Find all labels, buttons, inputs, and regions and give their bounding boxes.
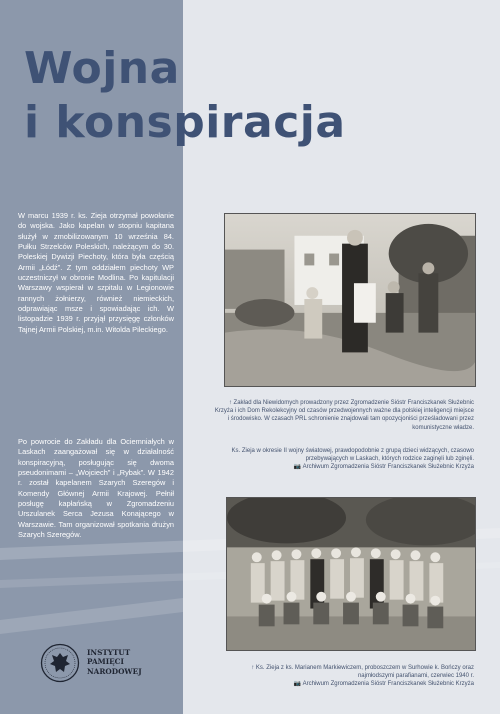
photo-1-extra-caption — [214, 447, 474, 472]
camera-icon: 📷 — [293, 681, 302, 688]
body-paragraph-1: W marcu 1939 r. ks. Zieja otrzymał powołanie do wojska. Jako kapelan w stopniu kapitana służył w zmobilizowanym 10 września 84. Pułku Strzelców Poleskich, należącym do 30. Poleskiej Dywizji Piechoty, która była częścią Armii „Łódź”. Z tym oddziałem piechoty WP uczestniczył w obronie Modlina. Po kapitulacji Warszawy wspierał w szpitalu w Legionowie rannych żołnierzy, również niemieckich, odprawiając msze i spowiadając ich. W listopadzie 1939 r. przyjął przysięgę członków Tajnej Armii Polskiej, m.in. Witolda Pileckiego. — [18, 211, 174, 334]
photo-2-caption-text: Ks. Zieja z ks. Marianem Markiewiczem, proboszczem w Surhowie k. Bończy oraz najmłodszymi parafianami, czerwiec 1940 r. — [255, 665, 474, 680]
photo-1-credit: Archiwum Zgromadzenia Sióstr Franciszkanek Służebnic Krzyża — [302, 464, 474, 471]
ipn-logo-text — [87, 648, 142, 676]
arrow-up-icon: ↑ — [251, 665, 255, 671]
title-line-1: Wojna — [24, 43, 180, 94]
logo-line-2: PAMIĘCI — [87, 657, 124, 667]
arrow-up-icon: ↑ — [228, 400, 232, 406]
photo-1-caption-text: Zakład dla Niewidomych prowadzony przez Zgromadzenie Sióstr Franciszkanek Służebnic Krzyża i ich Dom Rekolekcyjny od czasów przedwojennych ważne dla polskiej inteligencji miejsce i środowisko. W czasach PRL schronienie znajdowali tam opozycjoniści prześladowani przez komunistyczne władze. — [214, 400, 474, 431]
body-paragraph-2: Po powrocie do Zakładu dla Ociemniałych w Laskach zaangażował się w działalność konspiracyjną, posługując się dwoma pseudonimami – „Wojciech” i „Rybak”. W 1942 r. został kapelanem Szarych Szeregów i Komendy Głównej Armii Krajowej. Pełnił posługę kapłańską w Zgromadzeniu Urszulanek Serca Jezusa Konającego w Warszawie. Tam organizował spotkania drużyn Szarych Szeregów. — [18, 437, 174, 540]
ipn-logo — [40, 643, 160, 689]
photo-1-caption — [214, 399, 474, 432]
photo-1-extra-caption-text: Ks. Zieja w okresie II wojny światowej, prawdopodobnie z grupą dzieci widzących, czasowo przebywających w Laskach, których rodzice zaginęli lub zginęli. — [231, 448, 474, 463]
logo-line-3: NARODOWEJ — [87, 666, 142, 676]
photo-1-image — [225, 214, 475, 386]
photo-priest-with-children — [224, 213, 476, 387]
camera-icon: 📷 — [293, 464, 302, 471]
logo-line-1: INSTYTUT — [87, 648, 131, 657]
page-title — [24, 42, 346, 150]
title-line-2: i konspiracja — [24, 97, 346, 148]
ipn-eagle-seal-icon — [40, 643, 80, 683]
photo-group-of-children — [226, 497, 476, 651]
photo-2-credit: Archiwum Zgromadzenia Sióstr Franciszkanek Służebnic Krzyża — [302, 681, 474, 688]
photo-2-caption — [214, 664, 474, 689]
photo-2-image — [227, 498, 475, 650]
